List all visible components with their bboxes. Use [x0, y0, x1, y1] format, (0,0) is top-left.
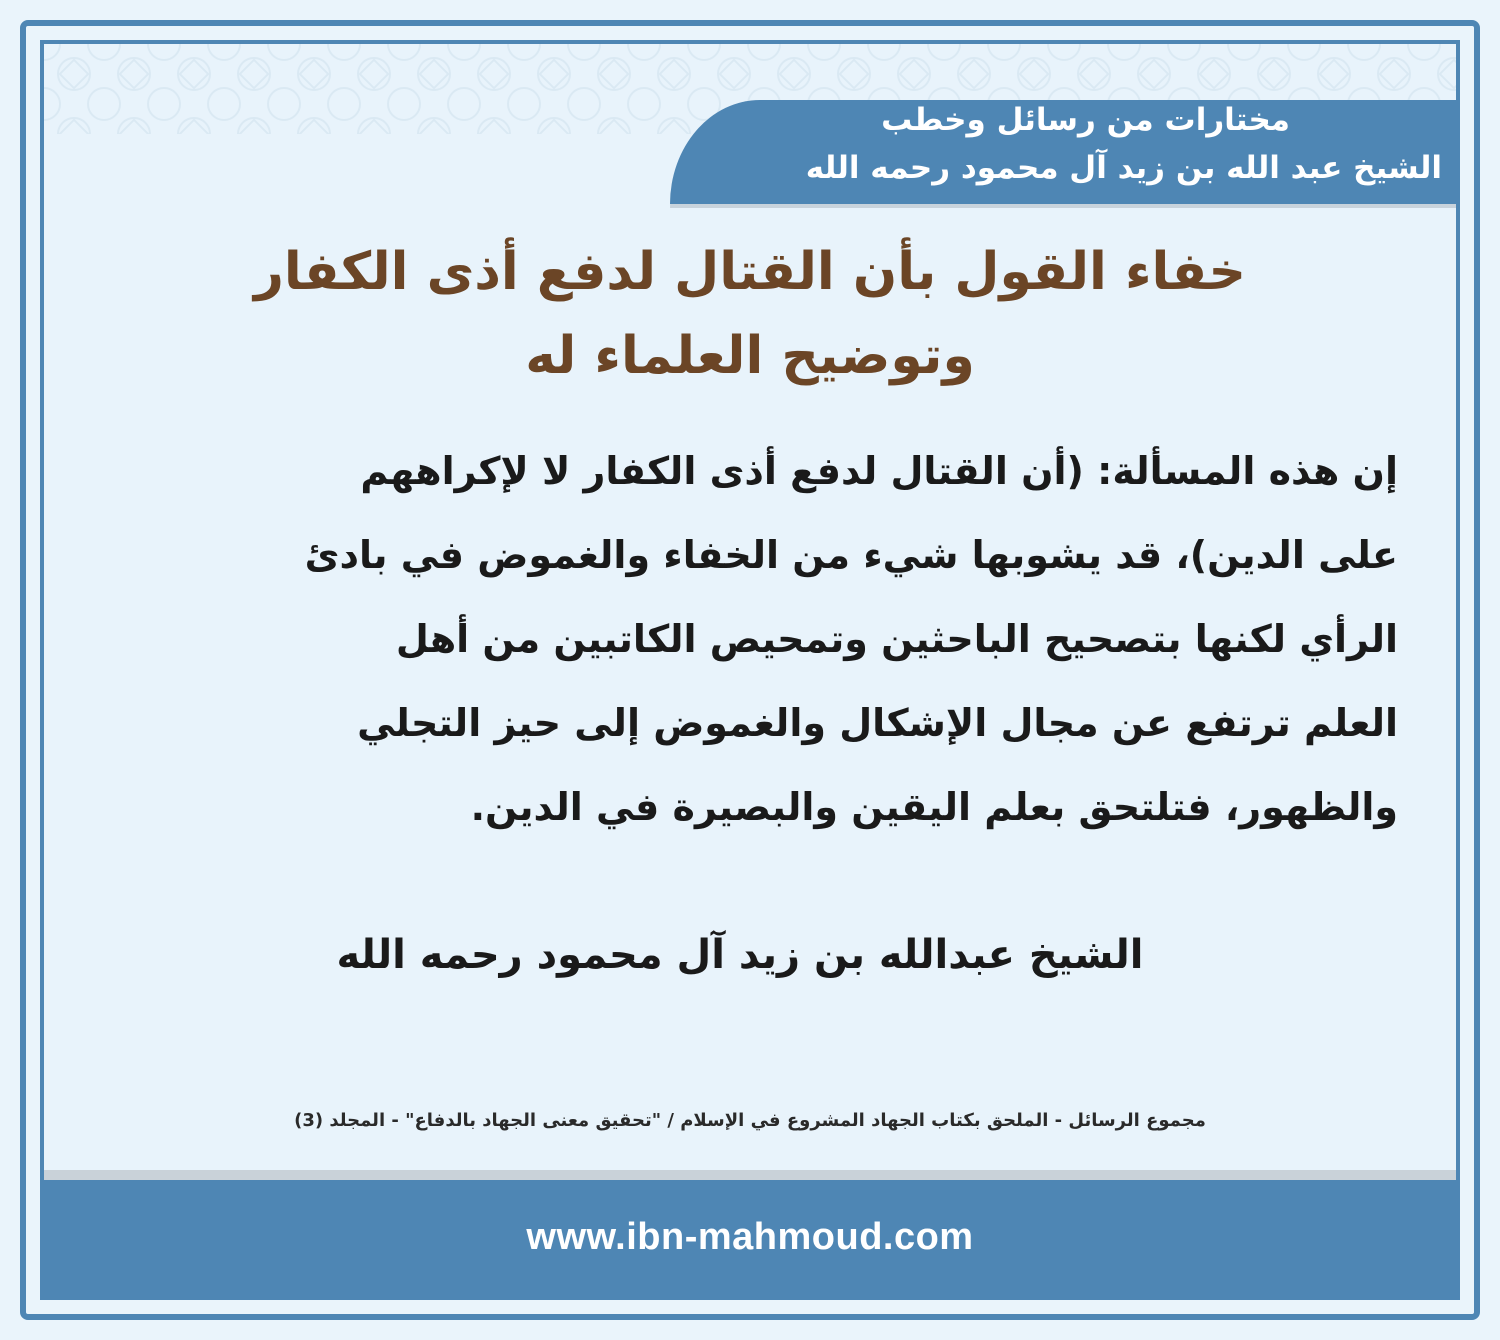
- header-banner: [670, 100, 1456, 204]
- card: [40, 40, 1460, 1300]
- title-line-1: خفاء القول بأن القتال لدفع أذى الكفار: [254, 242, 1246, 302]
- title-line-2: وتوضيح العلماء له: [525, 326, 975, 386]
- quote-body: [98, 429, 1398, 849]
- header-author-name: الشيخ عبد الله بن زيد آل محمود رحمه الله: [805, 150, 1442, 186]
- footer-divider: [44, 1170, 1456, 1180]
- author-attribution: الشيخ عبدالله بن زيد آل محمود رحمه الله: [336, 932, 1144, 978]
- footer-bar: [44, 1180, 1456, 1300]
- body-line-2: على الدين)، قد يشوبها شيء من الخفاء والغموض في بادئ: [304, 533, 1398, 577]
- body-line-1: إن هذه المسألة: (أن القتال لدفع أذى الكفار لا لإكراههم: [360, 449, 1398, 493]
- source-citation: مجموع الرسائل - الملحق بكتاب الجهاد المشروع في الإسلام / "تحقيق معنى الجهاد بالدفاع" - المجلد (3): [294, 1110, 1206, 1131]
- body-line-4: العلم ترتفع عن مجال الإشكال والغموض إلى حيز التجلي: [357, 701, 1398, 745]
- body-line-3: الرأي لكنها بتصحيح الباحثين وتمحيص الكاتبين من أهل: [395, 617, 1398, 661]
- header-series-title: مختارات من رسائل وخطب: [881, 102, 1290, 138]
- body-line-5: والظهور، فتلتحق بعلم اليقين والبصيرة في الدين.: [470, 785, 1398, 829]
- website-url: www.ibn-mahmoud.com: [526, 1216, 974, 1258]
- page-title: [44, 230, 1456, 398]
